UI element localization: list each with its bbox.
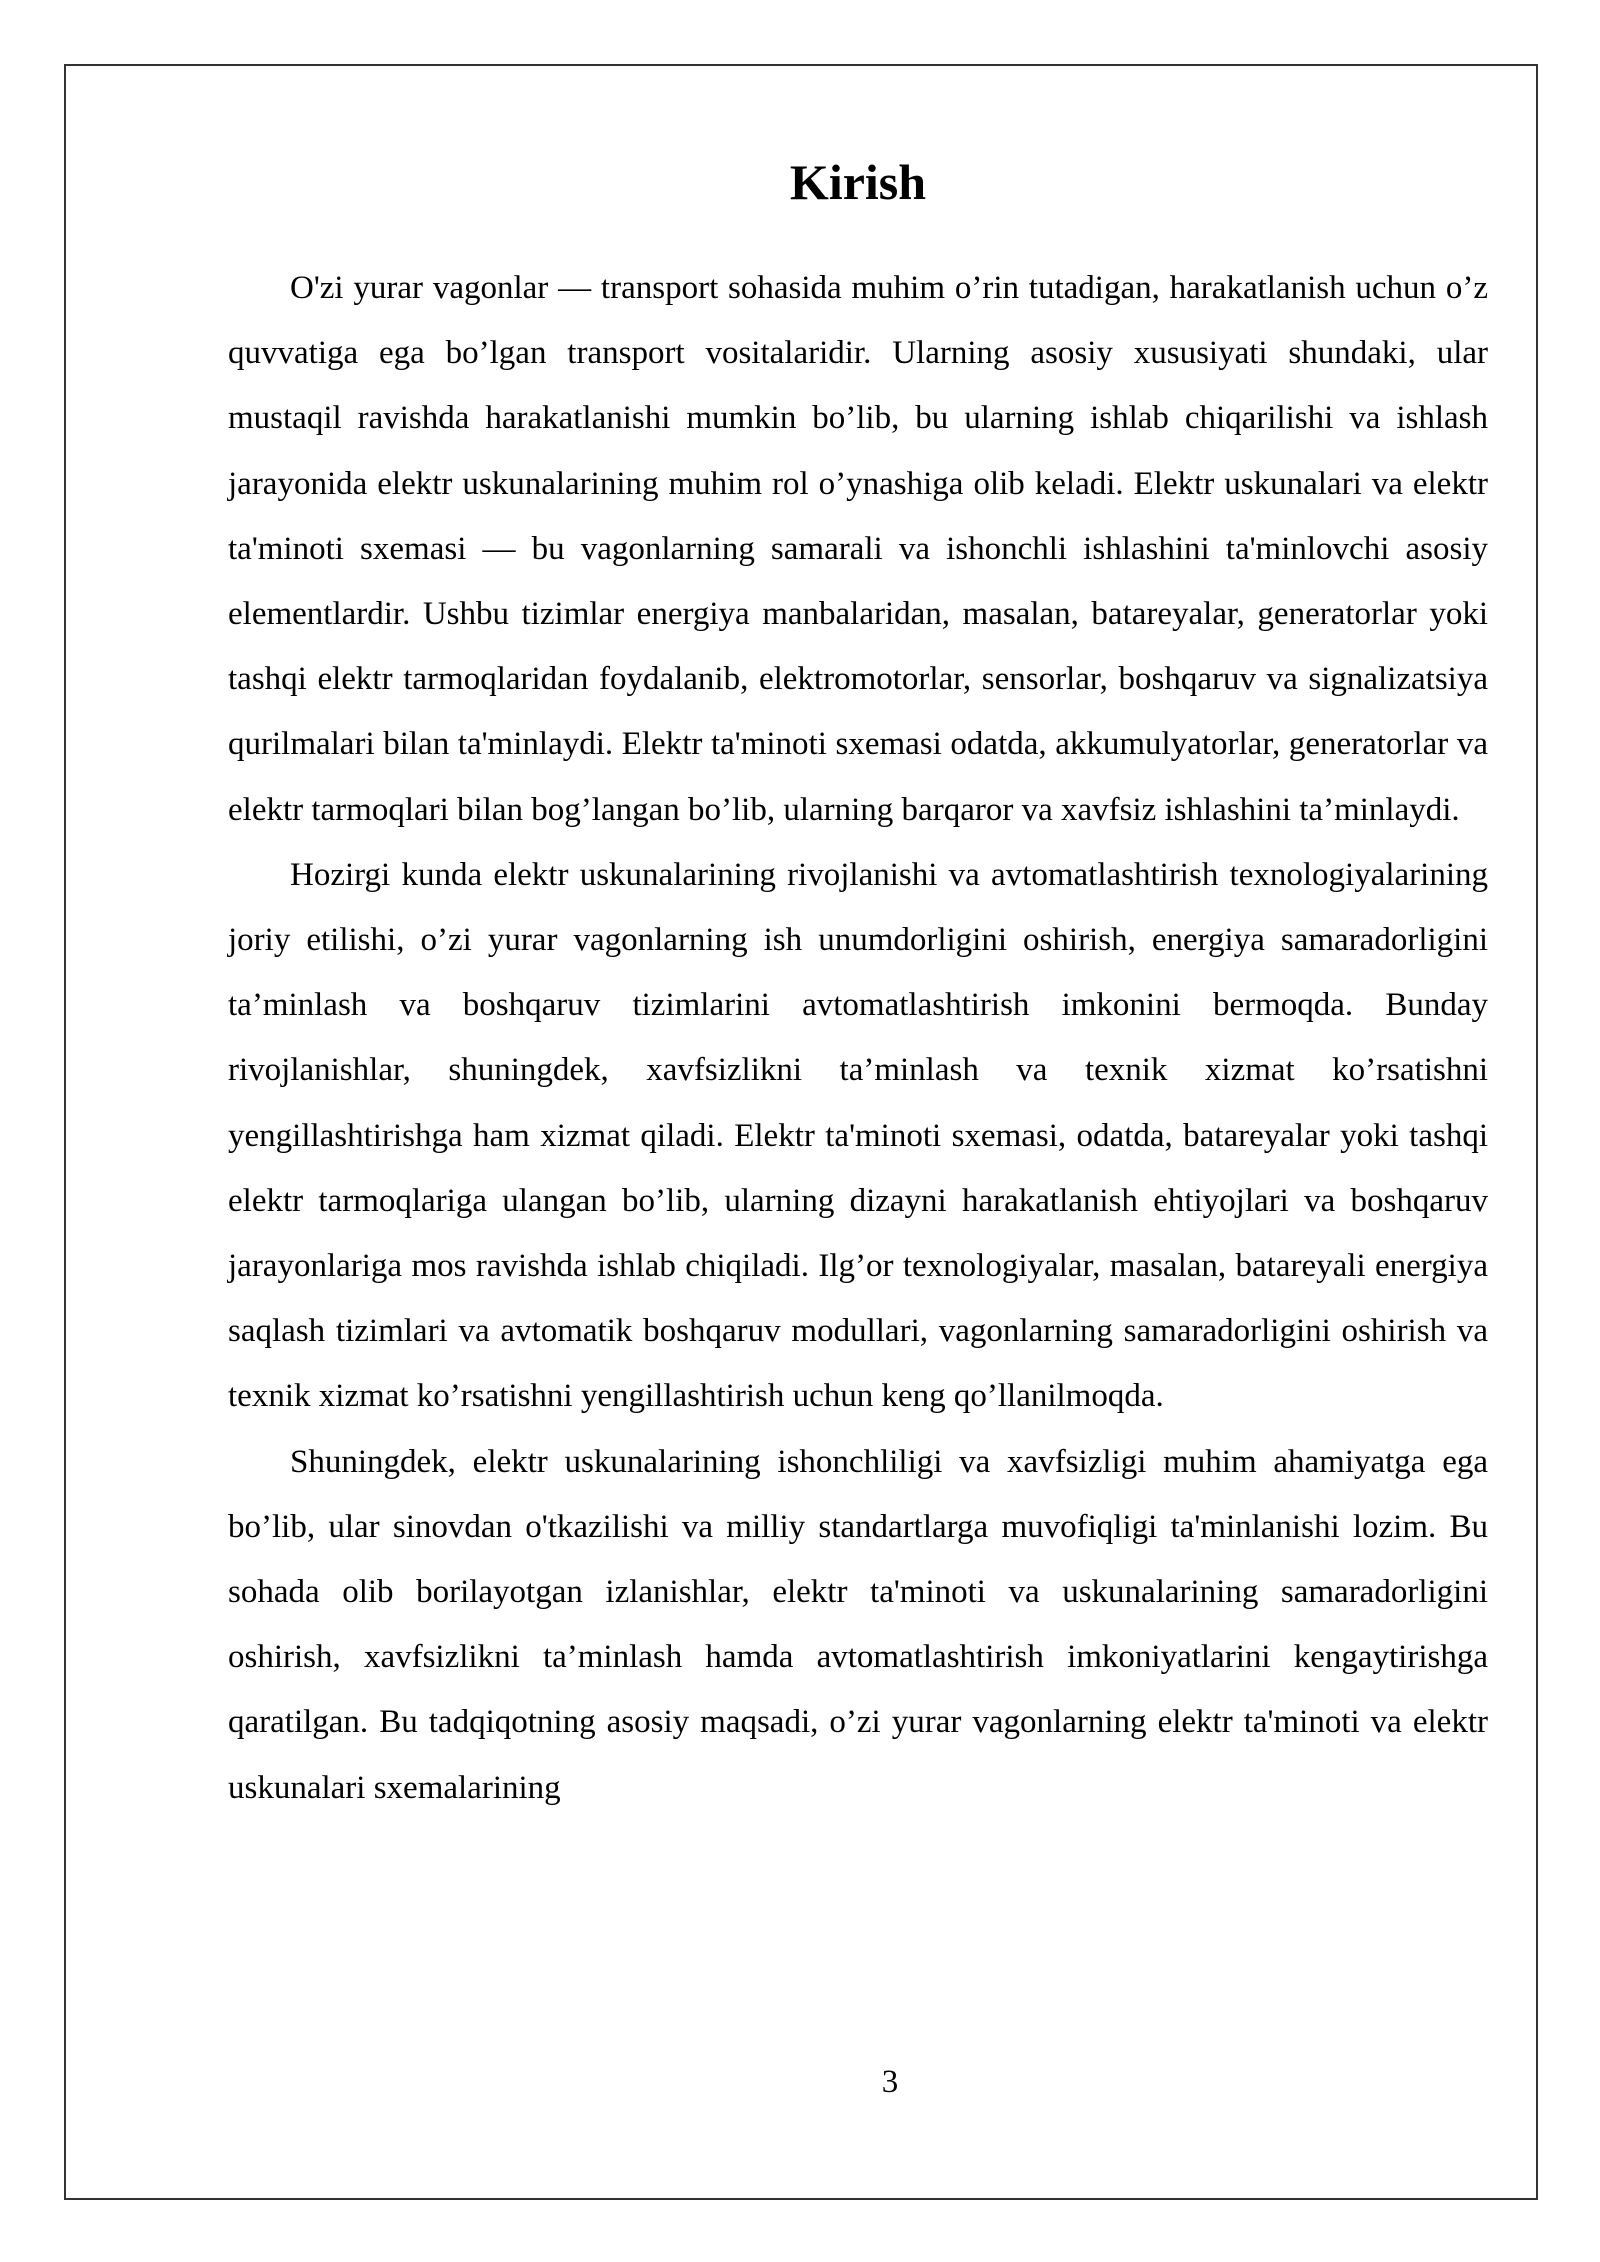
paragraph-2: Hozirgi kunda elektr uskunalarining rivojlanishi va avtomatlashtirish texnologiyalarining joriy etilishi, o’zi yurar vagonlarning ish unumdorligini oshirish, energiya samaradorligini ta’minlash va boshqaruv tizimlarini avtomatlashtirish imkonini bermoqda. Bunday rivojlanishlar, shuningdek, xavfsizlikni ta’minlash va texnik xizmat ko’rsatishni yengillashtirishga ham xizmat qiladi. Elektr ta'minoti sxemasi, odatda, batareyalar yoki tashqi elektr tarmoqlariga ulangan bo’lib, ularning dizayni harakatlanish ehtiyojlari va boshqaruv jarayonlariga mos ravishda ishlab chiqiladi. Ilg’or texnologiyalar, masalan, batareyali energiya saqlash tizimlari va avtomatik boshqaruv modullari, vagonlarning samaradorligini oshirish va texnik xizmat ko’rsatishni yengillashtirish uchun keng qo’llanilmoqda. [228,856,1488,1415]
page-content [228,146,1488,1821]
paragraph-1: O'zi yurar vagonlar — transport sohasida muhim o’rin tutadigan, harakatlanish uchun o’z quvvatiga ega bo’lgan transport vositalaridir. Ularning asosiy xususiyati shundaki, ular mustaqil ravishda harakatlanishi mumkin bo’lib, bu ularning ishlab chiqarilishi va ishlash jarayonida elektr uskunalarining muhim rol o’ynashiga olib keladi. Elektr uskunalari va elektr ta'minoti sxemasi — bu vagonlarning samarali va ishonchli ishlashini ta'minlovchi asosiy elementlardir. Ushbu tizimlar energiya manbalaridan, masalan, batareyalar, generatorlar yoki tashqi elektr tarmoqlaridan foydalanib, elektromotorlar, sensorlar, boshqaruv va signalizatsiya qurilmalari bilan ta'minlaydi. Elektr ta'minoti sxemasi odatda, akkumulyatorlar, generatorlar va elektr tarmoqlari bilan bog’langan bo’lib, ularning barqaror va xavfsiz ishlashini ta’minlaydi. [228,270,1488,828]
page-title: Kirish [789,154,927,210]
page-number: 3 [881,2064,899,2100]
paragraph-3: Shuningdek, elektr uskunalarining ishonchliligi va xavfsizligi muhim ahamiyatga ega bo’lib, ular sinovdan o'tkazilishi va milliy standartlarga muvofiqligi ta'minlanishi lozim. Bu sohada olib borilayotgan izlanishlar, elektr ta'minoti va uskunalarining samaradorligini oshirish, xavfsizlikni ta’minlash hamda avtomatlashtirish imkoniyatlarini kengaytirishga qaratilgan. Bu tadqiqotning asosiy maqsadi, o’zi yurar vagonlarning elektr ta'minoti va elektr uskunalari sxemalarining [228,1443,1488,1806]
